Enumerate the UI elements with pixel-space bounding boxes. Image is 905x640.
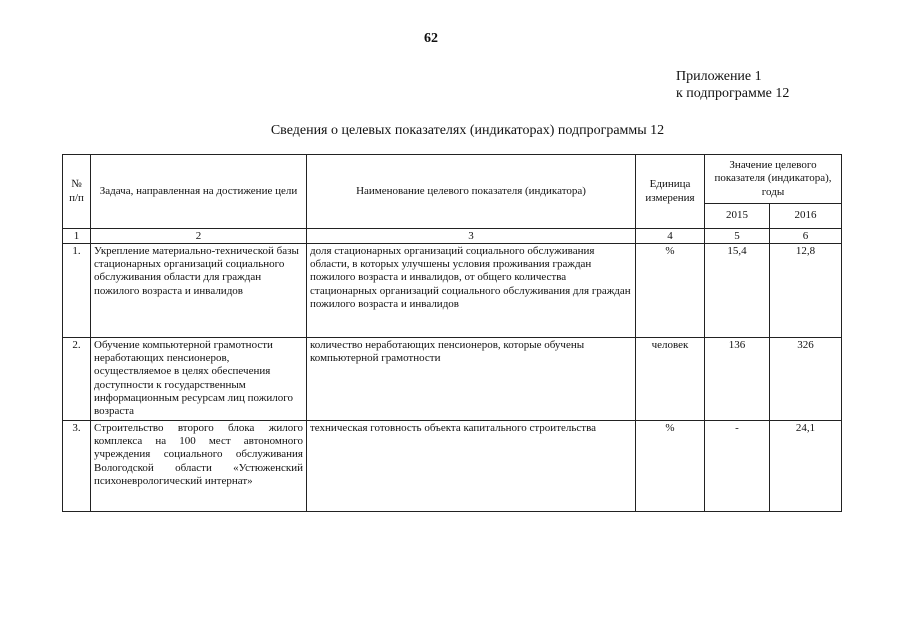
- row-unit: %: [636, 421, 705, 512]
- row-value-2016: 12,8: [770, 244, 842, 338]
- row-task: Строительство второго блока жилого комплекса на 100 мест автономного учреждения социального обслуживания Вологодской области «Устюженский психоневрологический интернат»: [91, 421, 307, 512]
- column-number: 5: [705, 229, 770, 244]
- header-value-group: Значение целевого показателя (индикатора), годы: [705, 155, 842, 204]
- row-value-2016: 326: [770, 338, 842, 421]
- row-num: 1.: [63, 244, 91, 338]
- row-task: Укрепление материально-технической базы стационарных организаций социального обслуживания области для граждан пожилого возраста и инвалидов: [91, 244, 307, 338]
- header-indicator: Наименование целевого показателя (индикатора): [307, 155, 636, 229]
- row-value-2015: 15,4: [705, 244, 770, 338]
- header-year-2016: 2016: [770, 204, 842, 229]
- row-indicator: количество неработающих пенсионеров, которые обучены компьютерной грамотности: [307, 338, 636, 421]
- row-unit: человек: [636, 338, 705, 421]
- row-unit: %: [636, 244, 705, 338]
- row-indicator: техническая готовность объекта капитального строительства: [307, 421, 636, 512]
- row-value-2015: -: [705, 421, 770, 512]
- appendix-line-1: Приложение 1: [676, 69, 762, 84]
- column-number: 4: [636, 229, 705, 244]
- appendix-reference: [676, 68, 789, 102]
- column-number: 3: [307, 229, 636, 244]
- row-indicator: доля стационарных организаций социального обслуживания области, в которых улучшены условия проживания граждан пожилого возраста и инвалидов, от общего количества стационарных организаций социального обслуживания для граждан пожилого возраста и инвалидов: [307, 244, 636, 338]
- header-num: № п/п: [63, 155, 91, 229]
- document-title: Сведения о целевых показателях (индикаторах) подпрограммы 12: [270, 123, 665, 138]
- table-row: [63, 421, 842, 512]
- header-year-2015: 2015: [705, 204, 770, 229]
- row-value-2015: 136: [705, 338, 770, 421]
- header-task: Задача, направленная на достижение цели: [91, 155, 307, 229]
- column-number: 2: [91, 229, 307, 244]
- table-header-row: [63, 155, 842, 204]
- column-number-row: [63, 229, 842, 244]
- table-row: [63, 338, 842, 421]
- header-unit: Единица измерения: [636, 155, 705, 229]
- table-row: [63, 244, 842, 338]
- row-num: 2.: [63, 338, 91, 421]
- column-number: 6: [770, 229, 842, 244]
- appendix-line-2: к подпрограмме 12: [676, 86, 790, 101]
- column-number: 1: [63, 229, 91, 244]
- indicators-table: [62, 154, 842, 512]
- page-number: 62: [424, 31, 438, 46]
- row-task: Обучение компьютерной грамотности неработающих пенсионеров, осуществляемое в целях обеспечения доступности к государственным информационным ресурсам лиц пожилого возраста: [91, 338, 307, 421]
- row-num: 3.: [63, 421, 91, 512]
- row-value-2016: 24,1: [770, 421, 842, 512]
